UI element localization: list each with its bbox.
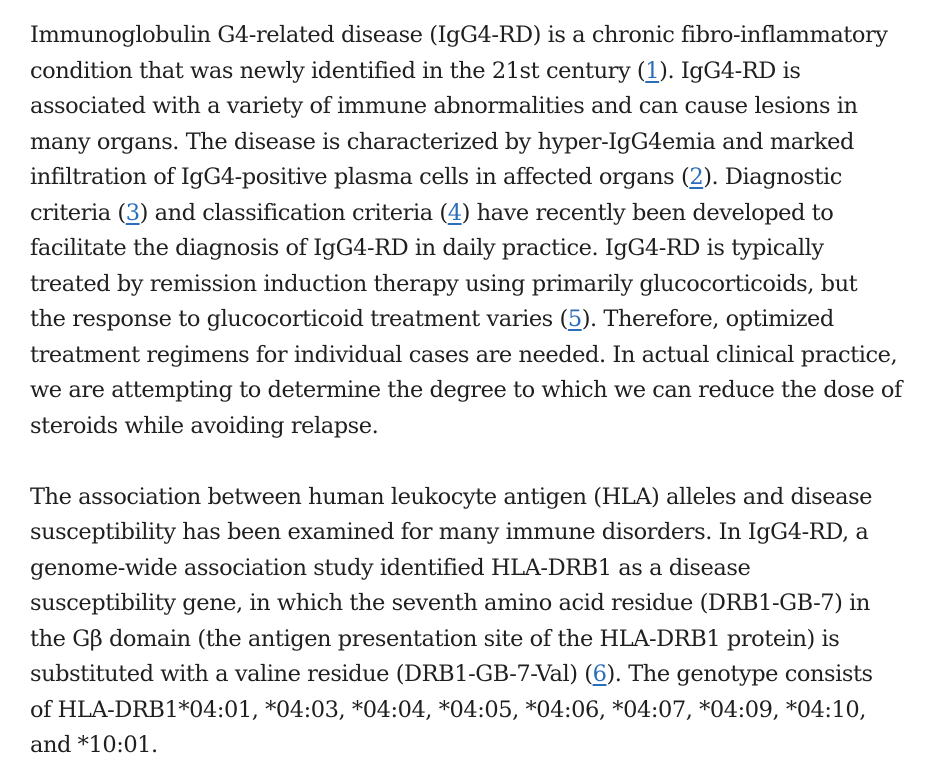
text-line (30, 409, 930, 445)
text-segment: associated with a variety of immune abnormalities and can cause lesions in (30, 93, 858, 119)
text-line (30, 622, 930, 658)
text-segment: ) have recently been developed to (461, 199, 834, 226)
text-line (30, 89, 930, 125)
text-segment: criteria ( (30, 199, 126, 226)
article-body (30, 18, 930, 764)
text-line (30, 302, 930, 338)
text-line (30, 267, 930, 303)
text-segment: treated by remission induction therapy using primarily glucocorticoids, but (30, 270, 858, 297)
text-segment: condition that was newly identified in the 21st century ( (30, 57, 646, 84)
text-segment: The association between human leukocyte antigen (HLA) alleles and disease (30, 483, 873, 510)
text-line (30, 160, 930, 196)
text-line (30, 480, 930, 516)
text-line (30, 693, 930, 729)
text-line (30, 728, 930, 764)
text-line (30, 338, 930, 374)
citation-link[interactable]: 4 (447, 199, 462, 226)
text-line (30, 373, 930, 409)
text-segment: Immunoglobulin G4-related disease (IgG4-RD) is a chronic fibro-inflammatory (30, 22, 888, 48)
text-segment: facilitate the diagnosis of IgG4-RD in daily practice. IgG4-RD is typically (30, 235, 824, 261)
text-segment: the response to glucocorticoid treatment varies ( (30, 306, 568, 332)
text-segment: susceptibility has been examined for many immune disorders. In IgG4-RD, a (30, 519, 869, 545)
text-segment: many organs. The disease is characterized by hyper-IgG4emia and marked (30, 128, 854, 155)
text-segment: infiltration of IgG4-positive plasma cells in affected organs ( (30, 164, 690, 190)
citation-link[interactable]: 6 (592, 661, 607, 687)
text-segment: we are attempting to determine the degree to which we can reduce the dose of (30, 377, 902, 403)
text-line (30, 586, 930, 622)
text-segment: steroids while avoiding relapse. (30, 412, 379, 439)
text-segment: substituted with a valine residue (DRB1-GB-7-Val) ( (30, 661, 593, 687)
text-line (30, 18, 930, 54)
text-segment: and *10:01. (30, 732, 158, 758)
text-line (30, 551, 930, 587)
citation-link[interactable]: 2 (689, 164, 704, 190)
text-segment: ) and classification criteria ( (139, 199, 448, 226)
paragraph (30, 18, 930, 444)
text-line (30, 125, 930, 161)
text-line (30, 54, 930, 90)
text-line (30, 657, 930, 693)
paragraph (30, 480, 930, 764)
text-line (30, 196, 930, 232)
text-line (30, 231, 930, 267)
text-segment: ). IgG4-RD is (659, 57, 801, 84)
text-segment: susceptibility gene, in which the seventh amino acid residue (DRB1-GB-7) in (30, 590, 870, 616)
citation-link[interactable]: 5 (567, 306, 582, 332)
text-segment: ). Diagnostic (703, 164, 842, 190)
citation-link[interactable]: 3 (125, 199, 140, 226)
text-segment: ). Therefore, optimized (581, 306, 834, 332)
text-segment: the Gβ domain (the antigen presentation site of the HLA-DRB1 protein) is (30, 625, 840, 652)
text-segment: of HLA-DRB1*04:01, *04:03, *04:04, *04:05, *04:06, *04:07, *04:09, *04:10, (30, 696, 866, 723)
text-segment: genome-wide association study identified HLA-DRB1 as a disease (30, 554, 751, 581)
text-segment: treatment regimens for individual cases are needed. In actual clinical practice, (30, 341, 898, 368)
citation-link[interactable]: 1 (645, 57, 660, 84)
text-line (30, 515, 930, 551)
text-segment: ). The genotype consists (606, 661, 873, 687)
